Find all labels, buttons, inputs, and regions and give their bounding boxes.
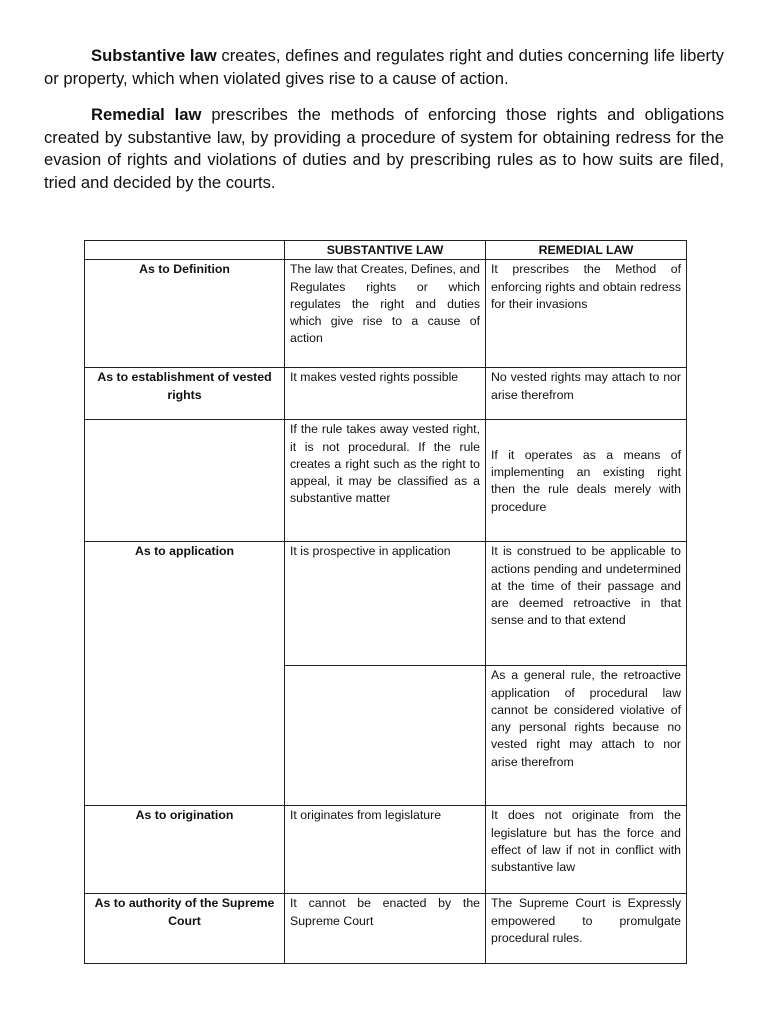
remedial-cell: It prescribes the Method of enforcing rights and obtain redress for their invasions: [486, 260, 687, 368]
remedial-cell: As a general rule, the retroactive application of procedural law cannot be considered violative of any personal rights because no vested right may attach to nor arise therefrom: [486, 666, 687, 806]
remedial-cell: It does not originate from the legislature but has the force and effect of law if not in conflict with substantive law: [486, 806, 687, 894]
substantive-cell: If the rule takes away vested right, it is not procedural. If the rule creates a right such as the right to appeal, it may be classified as a substantive matter: [285, 420, 486, 542]
header-criterion: [85, 241, 285, 260]
remedial-cell: The Supreme Court is Expressly empowered to promulgate procedural rules.: [486, 894, 687, 964]
row-criterion: As to origination: [85, 806, 285, 894]
comparison-table: [84, 240, 687, 964]
substantive-law-text: creates, defines and regulates right and duties concerning life liberty or property, which when violated gives rise to a cause of action.: [44, 46, 724, 88]
substantive-law-term: Substantive law: [91, 46, 217, 65]
row-criterion: As to establishment of vested rights: [85, 368, 285, 420]
remedial-law-text: prescribes the methods of enforcing those rights and obligations created by substantive law, by providing a procedure of system for obtaining redress for the evasion of rights and violations of duties and by prescribing rules as to how suits are filed, tried and decided by the courts.: [44, 105, 724, 192]
substantive-cell: The law that Creates, Defines, and Regulates rights or which regulates the right and duties which give rise to a cause of action: [285, 260, 486, 368]
remedial-cell: No vested rights may attach to nor arise therefrom: [486, 368, 687, 420]
table-row: [85, 420, 687, 542]
intro-section: [44, 45, 724, 209]
substantive-cell: It originates from legislature: [285, 806, 486, 894]
row-criterion: [85, 420, 285, 542]
substantive-law-paragraph: [44, 45, 724, 90]
table-row: [85, 894, 687, 964]
table-row: [85, 260, 687, 368]
row-criterion: As to authority of the Supreme Court: [85, 894, 285, 964]
table-row: [85, 806, 687, 894]
table-row: [85, 542, 687, 666]
header-remedial-law: REMEDIAL LAW: [486, 241, 687, 260]
remedial-cell: It is construed to be applicable to actions pending and undetermined at the time of their passage and are deemed retroactive in that sense and to that extend: [486, 542, 687, 666]
remedial-cell: If it operates as a means of implementing an existing right then the rule deals merely with procedure: [486, 420, 687, 542]
table-row: [85, 368, 687, 420]
table-header-row: [85, 241, 687, 260]
substantive-cell: [285, 666, 486, 806]
row-criterion: As to application: [85, 542, 285, 806]
header-substantive-law: SUBSTANTIVE LAW: [285, 241, 486, 260]
remedial-law-term: Remedial law: [91, 105, 202, 125]
row-criterion: As to Definition: [85, 260, 285, 368]
substantive-cell: It cannot be enacted by the Supreme Court: [285, 894, 486, 964]
remedial-law-paragraph: [44, 104, 724, 194]
substantive-cell: It makes vested rights possible: [285, 368, 486, 420]
substantive-cell: It is prospective in application: [285, 542, 486, 666]
